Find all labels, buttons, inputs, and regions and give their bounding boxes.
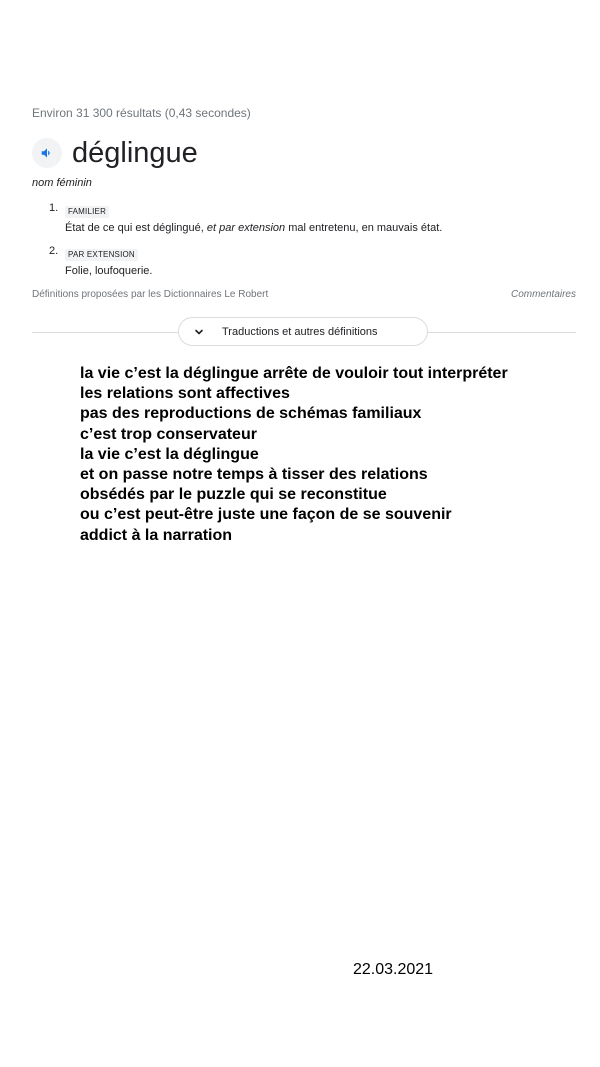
sense-register-label: PAR EXTENSION bbox=[65, 249, 138, 261]
result-stats: Environ 31 300 résultats (0,43 secondes) bbox=[32, 106, 251, 120]
poem-line: la vie c’est la déglingue bbox=[80, 445, 259, 463]
chevron-down-icon bbox=[193, 326, 205, 338]
sense-definition: État de ce qui est déglingué, et par extension mal entretenu, en mauvais état. bbox=[65, 222, 443, 234]
sense-number: 2. bbox=[49, 245, 59, 257]
sense-register-label: FAMILIER bbox=[65, 206, 109, 218]
poem-line: la vie c’est la déglingue arrête de vouloir tout interpréter bbox=[80, 365, 508, 382]
feedback-link[interactable]: Commentaires bbox=[510, 289, 576, 300]
sense-number: 1. bbox=[49, 202, 59, 214]
sense-definition: Folie, loufoquerie. bbox=[65, 265, 153, 277]
source-attribution: Définitions proposées par les Dictionnaires Le Robert bbox=[32, 289, 269, 300]
translations-more-label: Traductions et autres définitions bbox=[222, 325, 378, 338]
poem-date: 22.03.2021 bbox=[353, 961, 434, 978]
poem-line: ou c’est peut-être juste une façon de se souvenir bbox=[80, 506, 452, 524]
poem bbox=[80, 364, 508, 546]
poem-line: addict à la narration bbox=[80, 526, 233, 544]
poem-line: pas des reproductions de schémas familiaux bbox=[80, 405, 422, 423]
sense-item bbox=[49, 244, 569, 279]
translations-more-button[interactable] bbox=[178, 317, 428, 346]
poem-line: et on passe notre temps à tisser des relations bbox=[80, 466, 428, 484]
speaker-icon bbox=[40, 146, 54, 160]
pronunciation-audio-button[interactable] bbox=[32, 138, 62, 168]
poem-line: c’est trop conservateur bbox=[80, 425, 257, 443]
poem-line: les relations sont affectives bbox=[80, 385, 290, 403]
part-of-speech: nom féminin bbox=[32, 177, 92, 189]
sense-list bbox=[49, 201, 569, 287]
sense-item bbox=[49, 201, 569, 236]
dictionary-source-row bbox=[32, 289, 576, 300]
poem-line: obsédés par le puzzle qui se reconstitue bbox=[80, 486, 387, 504]
dictionary-headword-row bbox=[32, 136, 198, 170]
headword: déglingue bbox=[72, 137, 198, 169]
